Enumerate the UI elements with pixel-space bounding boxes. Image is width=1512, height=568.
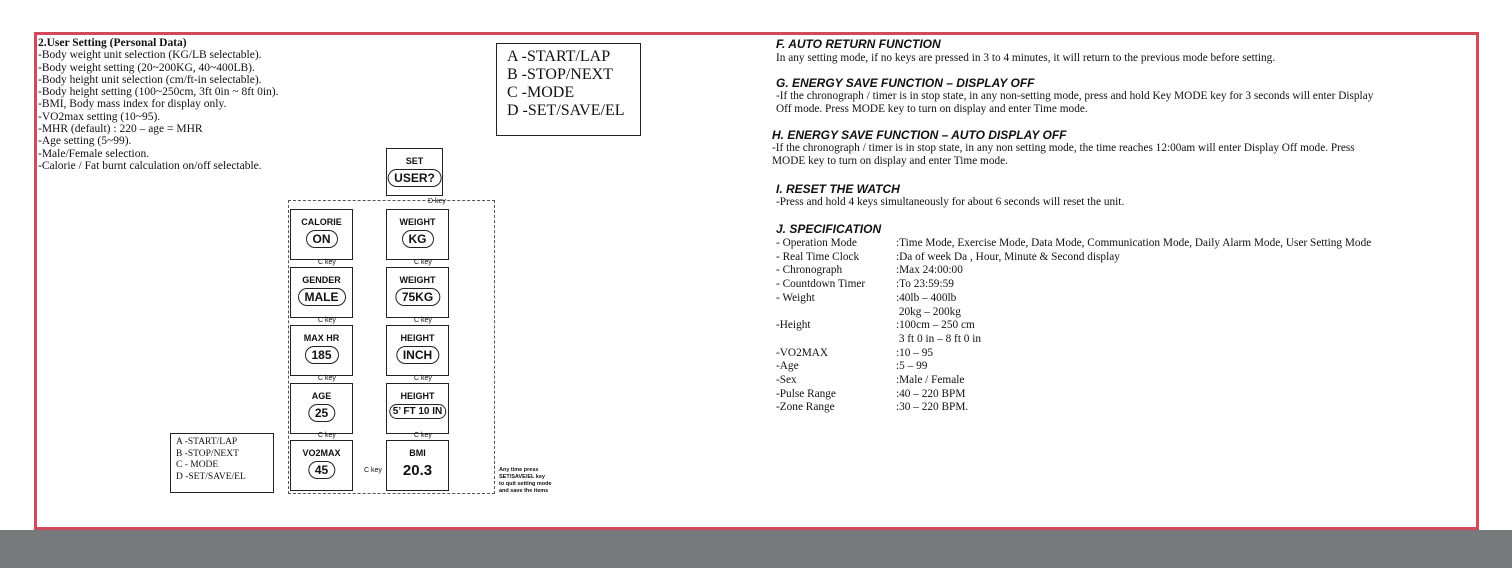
- lcd-value: ON: [306, 230, 338, 248]
- spec-row: [776, 251, 1120, 263]
- spec-row: [776, 319, 975, 331]
- spec-table: [776, 237, 1476, 417]
- section-heading: J. SPECIFICATION: [776, 222, 882, 236]
- c-key-label: C key: [318, 259, 336, 266]
- spec-row: [776, 401, 968, 413]
- user-setting-line: -Body weight setting (20~200KG, 40~400LB).: [38, 61, 255, 74]
- section-body: MODE key to turn on display and enter Time mode.: [772, 155, 1008, 167]
- section-body: -Press and hold 4 keys simultaneously for about 6 seconds will reset the unit.: [776, 196, 1125, 208]
- section-body: -If the chronograph / timer is in stop state, in any non setting mode, the time reaches 12:00am will enter Display Off mode. Press: [772, 142, 1355, 154]
- spec-row: [776, 360, 927, 372]
- lcd-value: 25: [308, 404, 335, 422]
- key-legend-small-item: A -START/LAP: [176, 437, 238, 447]
- spec-row: [776, 306, 961, 318]
- section-heading: G. ENERGY SAVE FUNCTION – DISPLAY OFF: [776, 76, 1035, 90]
- spec-row: [776, 388, 965, 400]
- section-heading: I. RESET THE WATCH: [776, 182, 900, 196]
- user-setting-line: -MHR (default) : 220 – age = MHR: [38, 123, 203, 136]
- lcd-value: MALE: [298, 288, 346, 306]
- user-setting-line: -Calorie / Fat burnt calculation on/off selectable.: [38, 159, 262, 172]
- spec-row: [776, 264, 963, 276]
- footnote-line: to quit setting mode: [499, 481, 552, 487]
- diagram-footnote: [499, 467, 552, 495]
- lcd-height-value: [386, 383, 449, 434]
- spec-row: [776, 278, 954, 290]
- lcd-height-unit: [386, 325, 449, 376]
- key-legend-small-item: B -STOP/NEXT: [176, 448, 239, 459]
- lcd-max-hr: [290, 325, 353, 376]
- section-heading: F. AUTO RETURN FUNCTION: [776, 37, 941, 51]
- user-setting-text: [38, 37, 279, 172]
- footnote-line: SET/SAVE/EL key: [499, 474, 545, 480]
- section-h: [772, 128, 1472, 168]
- section-j: [776, 222, 1476, 422]
- section-body: -If the chronograph / timer is in stop state, in any non-setting mode, press and hold Key MODE key for 3 seconds will enter Display: [776, 90, 1374, 102]
- key-legend-item: D -SET/SAVE/EL: [507, 102, 625, 119]
- key-legend-small: [170, 433, 274, 493]
- user-setting-line: -Age setting (5~99).: [38, 135, 132, 148]
- spec-label: -VO2MAX: [776, 346, 829, 359]
- lcd-value: 20.3: [402, 462, 433, 479]
- lcd-set-user: [386, 148, 443, 196]
- section-g: [776, 76, 1476, 116]
- spec-label: - Operation Mode: [776, 237, 857, 249]
- lcd-weight-unit: [386, 209, 449, 260]
- lcd-title: HEIGHT: [400, 333, 435, 343]
- lcd-title: VO2MAX: [302, 448, 341, 458]
- spec-label: -Sex: [776, 374, 797, 386]
- spec-row: [776, 237, 1371, 249]
- lcd-value: 75KG: [395, 288, 440, 306]
- spec-label: -Pulse Range: [776, 387, 836, 400]
- spec-value: :30 – 220 BPM.: [896, 401, 969, 414]
- user-setting-heading: 2.User Setting (Personal Data): [38, 37, 187, 49]
- lcd-vo2max: [290, 440, 353, 491]
- section-body: Off mode. Press MODE key to turn on display and enter Time mode.: [776, 103, 1088, 115]
- user-setting-line: -Male/Female selection.: [38, 147, 150, 160]
- c-key-label: C key: [318, 432, 336, 439]
- spec-value: :40lb – 400lb: [896, 291, 957, 304]
- c-key-label: C key: [414, 259, 432, 266]
- key-legend-item: C -MODE: [507, 84, 575, 101]
- spec-value: :40 – 220 BPM: [896, 387, 966, 400]
- spec-value: :10 – 95: [896, 346, 934, 359]
- user-setting-line: -VO2max setting (10~95).: [38, 110, 161, 123]
- spec-value: :To 23:59:59: [896, 278, 954, 291]
- lcd-title: WEIGHT: [399, 217, 436, 227]
- lcd-bmi: [386, 440, 449, 491]
- lcd-value: 45: [308, 461, 335, 479]
- spec-label: - Countdown Timer: [776, 278, 866, 291]
- user-setting-line: -Body weight unit selection (KG/LB selectable).: [38, 49, 262, 62]
- section-f: [776, 37, 1476, 65]
- key-legend-item: B -STOP/NEXT: [507, 66, 613, 83]
- spec-label: - Chronograph: [776, 264, 843, 277]
- spec-row: [776, 333, 981, 345]
- bottom-bar: [0, 530, 1512, 568]
- lcd-title: WEIGHT: [399, 275, 436, 285]
- section-heading: H. ENERGY SAVE FUNCTION – AUTO DISPLAY OFF: [772, 128, 1067, 142]
- spec-label: -Age: [776, 360, 799, 373]
- spec-value: :100cm – 250 cm: [896, 319, 975, 332]
- footnote-line: and save the items: [499, 488, 549, 494]
- section-i: [776, 182, 1476, 209]
- spec-value: :5 – 99: [896, 360, 928, 373]
- spec-value: :Time Mode, Exercise Mode, Data Mode, Communication Mode, Daily Alarm Mode, User Setting Mode: [896, 237, 1372, 249]
- key-legend-small-item: D -SET/SAVE/EL: [176, 471, 246, 482]
- c-key-label: C key: [318, 375, 336, 382]
- spec-row: [776, 374, 964, 386]
- key-legend-small-item: C - MODE: [176, 460, 219, 470]
- key-legend: [496, 43, 641, 136]
- d-key-label: D key: [428, 198, 446, 205]
- user-setting-line: -Body height unit selection (cm/ft-in selectable).: [38, 73, 262, 86]
- lcd-value: INCH: [396, 346, 439, 364]
- spec-row: [776, 292, 956, 304]
- spec-label: - Real Time Clock: [776, 250, 860, 263]
- lcd-calorie: [290, 209, 353, 260]
- spec-value: 3 ft 0 in – 8 ft 0 in: [896, 332, 982, 345]
- lcd-title: GENDER: [302, 275, 341, 285]
- key-legend-item: A -START/LAP: [507, 48, 611, 65]
- lcd-title: CALORIE: [301, 217, 342, 227]
- lcd-weight-value: [386, 267, 449, 318]
- spec-row: [776, 347, 933, 359]
- lcd-value: KG: [402, 230, 434, 248]
- c-key-label: C key: [414, 375, 432, 382]
- lcd-gender: [290, 267, 353, 318]
- c-key-label: C key: [414, 317, 432, 324]
- spec-label: -Height: [776, 319, 811, 332]
- spec-value: :Male / Female: [896, 374, 965, 386]
- c-key-label: C key: [414, 432, 432, 439]
- c-key-label: C key: [364, 467, 382, 474]
- user-setting-line: -Body height setting (100~250cm, 3ft 0in ~ 8ft 0in).: [38, 86, 279, 99]
- lcd-value: USER?: [387, 169, 442, 187]
- lcd-title: SET: [405, 156, 424, 166]
- lcd-value: 5’ FT 10 IN: [389, 404, 446, 419]
- lcd-title: HEIGHT: [400, 391, 435, 401]
- section-body: In any setting mode, if no keys are pressed in 3 to 4 minutes, it will return to the previous mode before setting.: [776, 52, 1276, 64]
- c-key-label: C key: [318, 317, 336, 324]
- lcd-title: MAX HR: [303, 333, 340, 343]
- lcd-title: AGE: [311, 391, 332, 401]
- footnote-line: Any time press: [499, 467, 539, 473]
- user-setting-line: -BMI, Body mass index for display only.: [38, 98, 227, 111]
- lcd-value: 185: [304, 346, 338, 364]
- lcd-title: BMI: [409, 448, 426, 458]
- spec-value: 20kg – 200kg: [896, 305, 961, 318]
- spec-label: -Zone Range: [776, 401, 835, 414]
- spec-value: :Da of week Da , Hour, Minute & Second display: [896, 250, 1120, 263]
- spec-label: - Weight: [776, 291, 815, 304]
- spec-value: :Max 24:00:00: [896, 264, 963, 277]
- lcd-age: [290, 383, 353, 434]
